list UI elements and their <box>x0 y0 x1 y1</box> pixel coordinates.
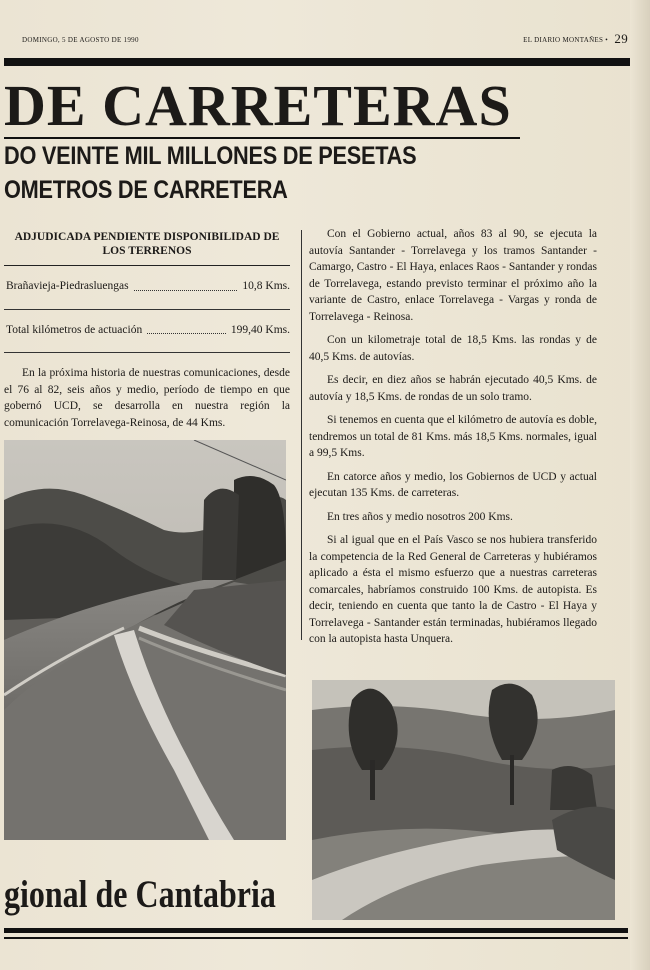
box-title: ADJUDICADA PENDIENTE DISPONIBILIDAD DE LOS TERRENOS <box>4 230 290 266</box>
body-paragraph: Es decir, en diez años se habrán ejecutado 40,5 Kms. de autovía y 18,5 Kms. de rondas de un solo tramo. <box>309 374 597 403</box>
section-footer-title: gional de Cantabria <box>4 873 276 916</box>
top-rule <box>4 58 630 66</box>
body-paragraph: En tres años y medio nosotros 200 Kms. <box>327 510 513 523</box>
headline-rule <box>4 137 520 139</box>
body-paragraph: Si al igual que en el País Vasco se nos hubiera transferido la competencia de la Red General de Carreteras y hubiéramos aplicado a ésta el mismo esfuerzo que a nuestras carreteras comarcales, habríamos construido 100 Kms. de autopista. Es decir, teniendo en cuenta que tanto la de Castro - El Haya y Torrelavega - Santander están terminadas, hubiéramos llegado con la autopista hasta Unquera. <box>309 534 597 645</box>
left-column <box>4 230 290 431</box>
row-value: 10,8 Kms. <box>242 280 290 292</box>
leader-dots <box>147 322 226 335</box>
body-paragraph: Con un kilometraje total de 18,5 Kms. las rondas y de 40,5 Kms. de autovías. <box>309 334 597 363</box>
row-divider <box>4 309 290 310</box>
row-value: 199,40 Kms. <box>230 323 290 336</box>
column-divider <box>301 230 302 640</box>
body-paragraph: Con el Gobierno actual, años 83 al 90, se ejecuta la autovía Santander - Torrelavega y los tramos Santander - Camargo, Castro - El Haya, enlaces Raos - Santander y rondas de Torrelavega, estando previsto terminar el próximo año la variante de Castro, enlace Torrelavega - Vargas y ronda de Torrelavega - Reinosa. <box>309 228 597 323</box>
body-paragraph: Si tenemos en cuenta que el kilómetro de autovía es doble, tendremos un total de 81 Kms. más 18,5 Kms. normales, igual a 99,5 Kms. <box>309 414 597 459</box>
road-photo-icon <box>4 440 286 840</box>
row-label: Total kilómetros de actuación <box>6 323 143 336</box>
bottom-rule <box>4 937 628 939</box>
bottom-bar <box>4 928 628 933</box>
issue-date: DOMINGO, 5 DE AGOSTO DE 1990 <box>22 36 139 44</box>
row-label: Brañavieja-Piedrasluengas <box>6 280 129 292</box>
left-paragraph: En la próxima historia de nuestras comunicaciones, desde el 76 al 82, seis años y medio, período de tiempo en que gobernó UCD, se desarrolla en nuestra región la comunicación Torrelavega-Reinosa, de 44 Kms. <box>4 367 290 429</box>
newspaper-name: EL DIARIO MONTAÑES • <box>523 36 608 44</box>
row-divider <box>4 352 290 353</box>
body-paragraph: En catorce años y medio, los Gobiernos de UCD y actual ejecutan 135 Kms. de carreteras. <box>309 470 597 499</box>
landscape-photo-icon <box>312 680 615 920</box>
subheadline-line-2: OMETROS DE CARRETERA <box>4 176 288 204</box>
page-edge <box>630 0 650 970</box>
subheadline-line-1: DO VEINTE MIL MILLONES DE PESETAS <box>4 142 417 170</box>
masthead <box>22 33 628 47</box>
right-column <box>309 226 597 655</box>
page-number: 29 <box>614 31 628 46</box>
headline: DE CARRETERAS <box>4 76 512 136</box>
table-row <box>6 322 290 339</box>
table-row <box>6 278 290 295</box>
leader-dots <box>134 278 238 291</box>
